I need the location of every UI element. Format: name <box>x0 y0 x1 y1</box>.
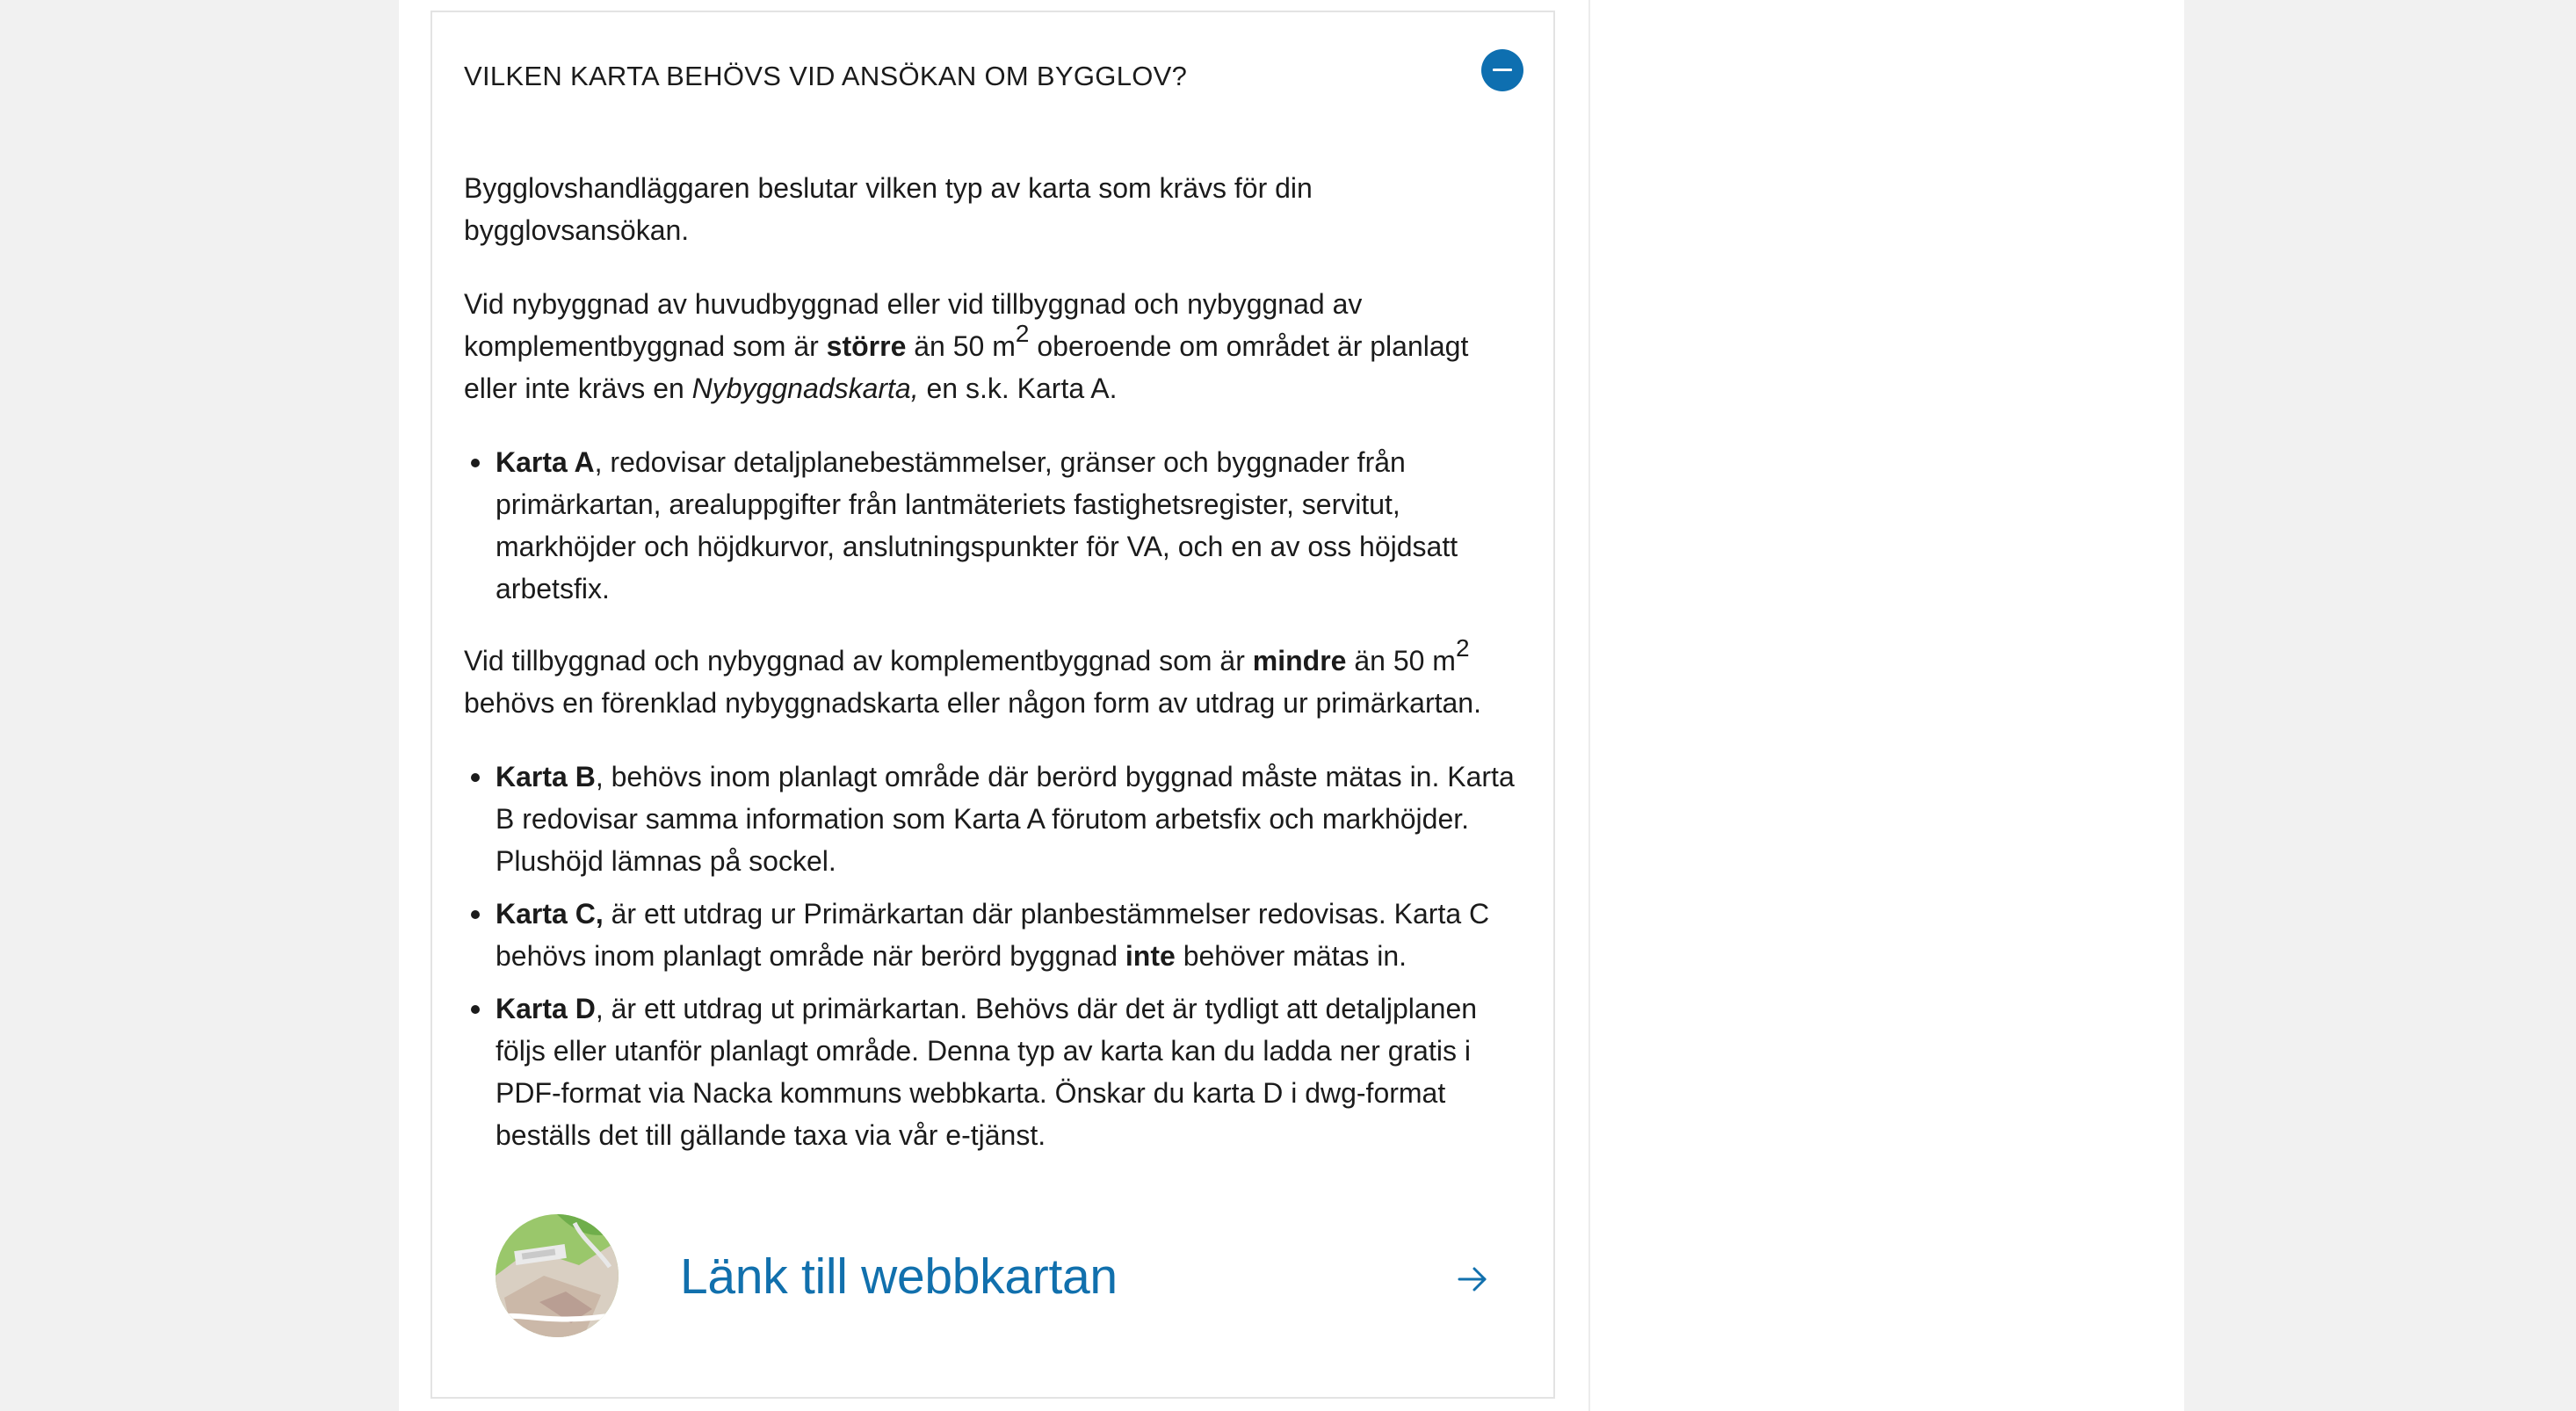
list-item-karta-b: Karta B, behövs inom planlagt område där berörd byggnad måste mätas in. Karta B redovisar samma information som Karta A förutom arbetsfix och markhöjder. Plushöjd lämnas på sockel. <box>496 756 1529 882</box>
accordion-map-info <box>431 11 1555 1399</box>
webbkarta-link-label[interactable]: Länk till webbkartan <box>680 1248 1118 1305</box>
list-item-karta-c: Karta C, är ett utdrag ur Primärkartan där planbestämmelser redovisas. Karta C behövs inom planlagt område när berörd byggnad inte behöver mätas in. <box>496 893 1529 977</box>
list-item-karta-d: Karta D, är ett utdrag ut primärkartan. Behövs där det är tydligt att detaljplanen följs eller utanför planlagt område. Denna typ av karta kan du ladda ner gratis i PDF-format via Nacka kommuns webbkarta. Önskar du karta D i dwg-format beställs det till gällande taxa via vår e-tjänst. <box>496 988 1529 1156</box>
paragraph-large-building: Vid nybyggnad av huvudbyggnad eller vid tillbyggnad och nybyggnad av komplementbyggnad som är större än 50 $m^2$ oberoende om området är planlagt eller inte krävs en Nybyggnadskarta, en s.k. Karta A. <box>464 288 1469 404</box>
bullet-icon <box>471 773 480 782</box>
bullet-icon <box>471 1005 480 1014</box>
bullet-icon <box>471 459 480 467</box>
collapse-button[interactable] <box>1481 49 1523 91</box>
paragraph-small-building: Vid tillbyggnad och nybyggnad av komplementbyggnad som är mindre än 50 $m^2$ behövs en förenklad nybyggnadskarta eller någon form av utdrag ur primärkartan. <box>464 634 1481 719</box>
accordion-title: VILKEN KARTA BEHÖVS VID ANSÖKAN OM BYGGLOV? <box>464 61 1188 91</box>
list-karta-bcd <box>464 756 1529 1156</box>
list-item-karta-a: Karta A, redovisar detaljplanebestämmelser, gränser och byggnader från primärkartan, arealuppgifter från lantmäteriets fastighetsregister, servitut, markhöjder och höjdkurvor, anslutningspunkter för VA, och en av oss höjdsatt arbetsfix. <box>496 441 1529 610</box>
bullet-icon <box>471 910 480 919</box>
list-karta-a <box>464 441 1529 610</box>
map-thumbnail <box>496 1214 619 1337</box>
arrow-right-icon <box>1455 1262 1490 1297</box>
paragraph-intro: Bygglovshandläggaren beslutar vilken typ av karta som krävs för din bygglovsansökan. <box>464 172 1313 246</box>
webbkarta-link[interactable] <box>496 1214 1504 1346</box>
accordion-header[interactable] <box>432 12 1553 130</box>
column-divider <box>1588 0 1590 1411</box>
accordion-body <box>464 167 1529 1188</box>
minus-circle-icon <box>1493 69 1512 71</box>
